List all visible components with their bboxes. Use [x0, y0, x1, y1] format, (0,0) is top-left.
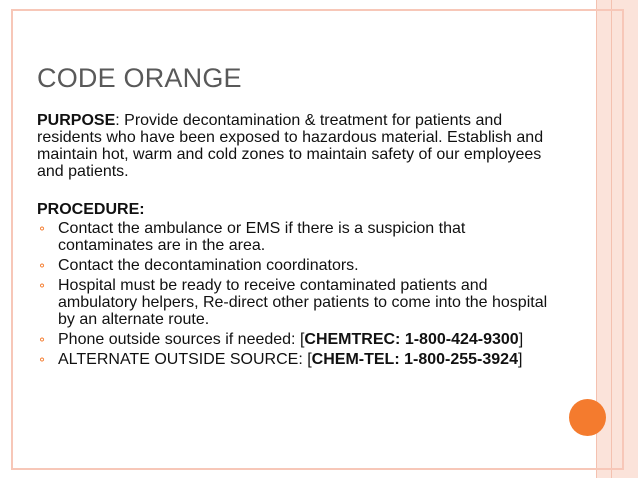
procedure-item-text: Hospital must be ready to receive contaminated patients and ambulatory helpers, Re-direct other patients to come into the hospital by an alternate route.: [58, 277, 548, 328]
purpose-text: : Provide decontamination & treatment for patients and residents who have been exposed to hazardous material. Establish and maintain hot, warm and cold zones to maintain safety of our employees and patients.: [37, 112, 544, 180]
procedure-item: [37, 331, 557, 348]
procedure-heading: PROCEDURE:: [37, 201, 145, 218]
bullet-icon: ⚬: [37, 259, 48, 273]
bullet-icon: ⚬: [37, 333, 48, 347]
slide-body: [37, 112, 557, 371]
decorative-orange-circle: [569, 399, 606, 436]
bullet-icon: ⚬: [37, 279, 48, 293]
procedure-item: [37, 351, 557, 368]
purpose-label: PURPOSE: [37, 112, 116, 129]
procedure-item-text: [58, 331, 523, 348]
chem-tel-phone: CHEM-TEL: 1-800-255-3924: [311, 351, 518, 368]
bullet-icon: ⚬: [37, 353, 48, 367]
bullet-icon: ⚬: [37, 222, 48, 236]
chemtrec-phone: CHEMTREC: 1-800-424-9300: [304, 331, 519, 348]
slide-title: CODE ORANGE: [37, 63, 242, 93]
item-text-prefix: Phone outside sources if needed: [: [58, 331, 305, 348]
procedure-item: [37, 257, 557, 274]
procedure-list: [37, 220, 557, 368]
procedure-item: [37, 277, 557, 328]
purpose-paragraph: [37, 112, 557, 180]
item-text-suffix: ]: [518, 331, 524, 348]
procedure-item: [37, 220, 557, 254]
procedure-item-text: Contact the decontamination coordinators.: [58, 257, 359, 274]
procedure-item-text: Contact the ambulance or EMS if there is a suspicion that contaminates are in the area.: [58, 220, 466, 254]
item-text-prefix: ALTERNATE OUTSIDE SOURCE: [: [58, 351, 312, 368]
procedure-item-text: [58, 351, 522, 368]
item-text-suffix: ]: [517, 351, 523, 368]
